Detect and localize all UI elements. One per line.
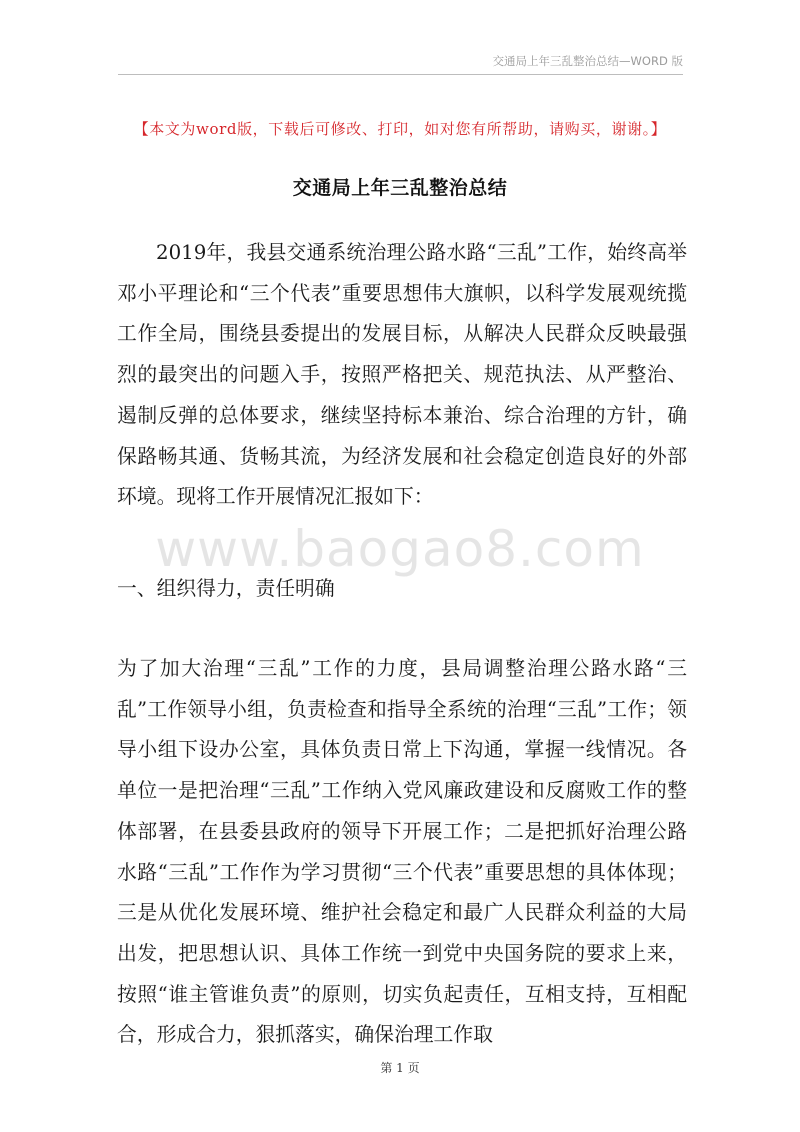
document-title: 交通局上年三乱整治总结	[292, 177, 508, 199]
running-title: 交通局上年三乱整治总结—WORD 版	[492, 54, 683, 68]
intro-paragraph: 2019年，我县交通系统治理公路水路“三乱”工作，始终高举邓小平理论和“三个代表”重要思想伟大旗帜，以科学发展观统揽工作全局，围绕县委提出的发展目标，从解决人民群众反映最强烈的最突出的问题入手，按照严格把关、规范执法、从严整治、遏制反弹的总体要求，继续坚持标本兼治、综合治理的方针，确保路畅其通、货畅其流，为经济发展和社会稳定创造良好的外部环境。现将工作开展情况汇报如下：	[117, 241, 687, 509]
page-number: 第 1 页	[380, 1061, 420, 1075]
section-heading: 一、组织得力，责任明确	[117, 577, 335, 600]
watermark: www.baogao8.com	[155, 520, 645, 578]
page-header	[118, 53, 683, 75]
purchase-notice: 【本文为word版，下载后可修改、打印，如对您有所帮助，请购买，谢谢。】	[133, 120, 667, 138]
body-paragraph: 为了加大治理“三乱”工作的力度，县局调整治理公路水路“三乱”工作领导小组，负责检查和指导全系统的治理“三乱”工作；领导小组下设办公室，具体负责日常上下沟通，掌握一线情况。各单位一是把治理“三乱”工作纳入党风廉政建设和反腐败工作的整体部署，在县委县政府的领导下开展工作；二是把抓好治理公路水路“三乱”工作作为学习贯彻“三个代表”重要思想的具体体现；三是从优化发展环境、维护社会稳定和最广人民群众利益的大局出发，把思想认识、具体工作统一到党中央国务院的要求上来，按照“谁主管谁负责”的原则，切实负起责任，互相支持，互相配合，形成合力，狠抓落实，确保治理工作取	[117, 657, 687, 1047]
